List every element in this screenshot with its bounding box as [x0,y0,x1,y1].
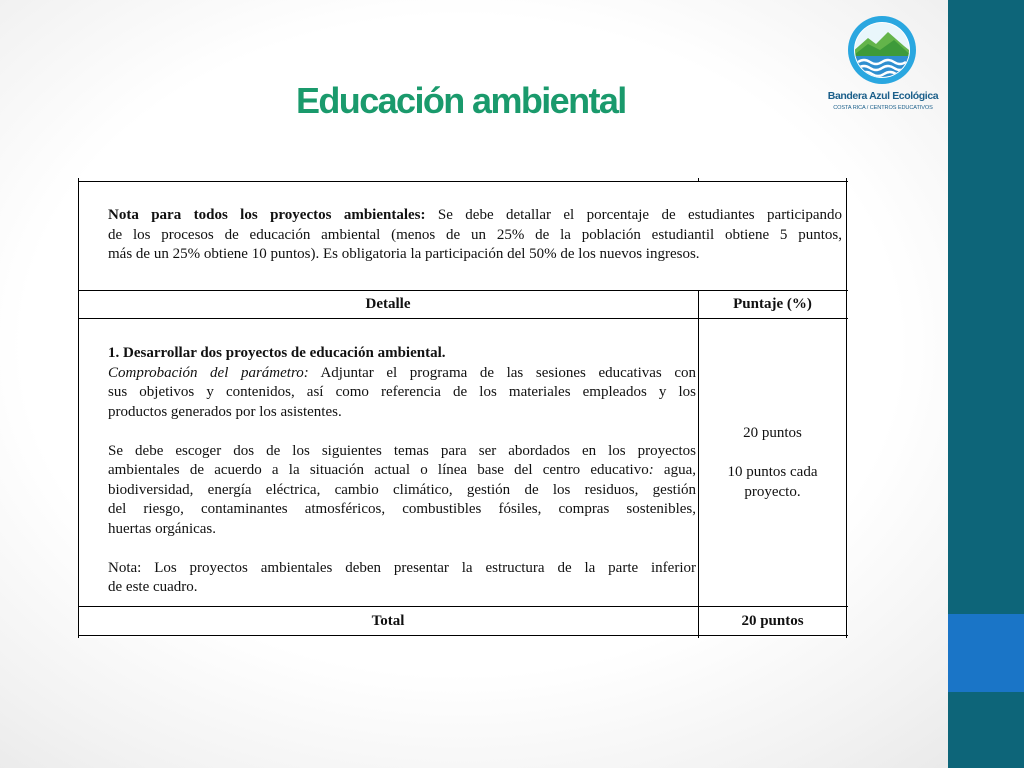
item-line: Nota: Los proyectos ambientales deben presentar la estructura de la parte inferior [108,559,696,576]
table-rule [78,635,848,636]
item-line: Se debe escoger dos de los siguientes temas para ser abordados en los proyectos [108,442,696,459]
total-value: 20 puntos [741,613,804,629]
table-rule [78,181,848,182]
table-rule [846,178,847,638]
logo-subtitle: COSTA RICA / CENTROS EDUCATIVOS [833,105,933,111]
header-detail: Detalle [365,296,411,312]
slide-title: Educación ambiental [296,80,626,121]
verification-label: Comprobación del parámetro: [108,364,309,381]
score-each: 10 puntos cada proyecto. [727,464,818,500]
table-rule [78,606,848,607]
logo-name: Bandera Azul Ecológica [827,90,939,102]
item-line: Comprobación del parámetro: Adjuntar el programa de las sesiones educativas con [108,364,696,381]
note-line: más de un 25% obtiene 10 puntos). Es obligatoria la participación del 50% de los nuevos ingresos. [108,246,700,262]
item-line: del riesgo, contaminantes atmosféricos, combustibles fósiles, compras sostenibles, [108,501,696,517]
item-detail [108,344,696,598]
score-total: 20 puntos [743,425,802,441]
table-rule [698,178,699,181]
sidebar-accent-block [948,614,1024,692]
bandera-azul-logo [824,10,942,120]
header-score: Puntaje (%) [733,296,812,312]
total-label: Total [371,613,405,629]
item-line: de este cuadro. [108,579,198,595]
item-heading: 1. Desarrollar dos proyectos de educación ambiental. [108,345,446,361]
note-label: Nota para todos los proyectos ambientales: [108,207,426,223]
item-line: productos generados por los asistentes. [108,403,342,420]
table-rule [78,178,79,638]
note-text: Se debe detallar el porcentaje de estudiantes participando [425,207,843,223]
table-rule [78,318,848,319]
criteria-table [78,178,848,638]
item-line: ambientales de acuerdo a la situación actual o línea base del centro educativo: agua, [108,462,696,478]
item-line: huertas orgánicas. [108,520,217,537]
note-line [108,206,842,226]
item-line: sus objetivos y contenidos, así como referencia de los materiales empleados y los [108,384,696,400]
item-line: biodiversidad, energía eléctrica, cambio climático, gestión de los residuos, gestión [108,481,696,498]
table-rule [78,290,848,291]
general-note [108,206,842,265]
note-line: de los procesos de educación ambiental (menos de un 25% de la población estudiantil obtiene 5 puntos, [108,226,842,243]
logo-emblem-icon [846,14,918,86]
